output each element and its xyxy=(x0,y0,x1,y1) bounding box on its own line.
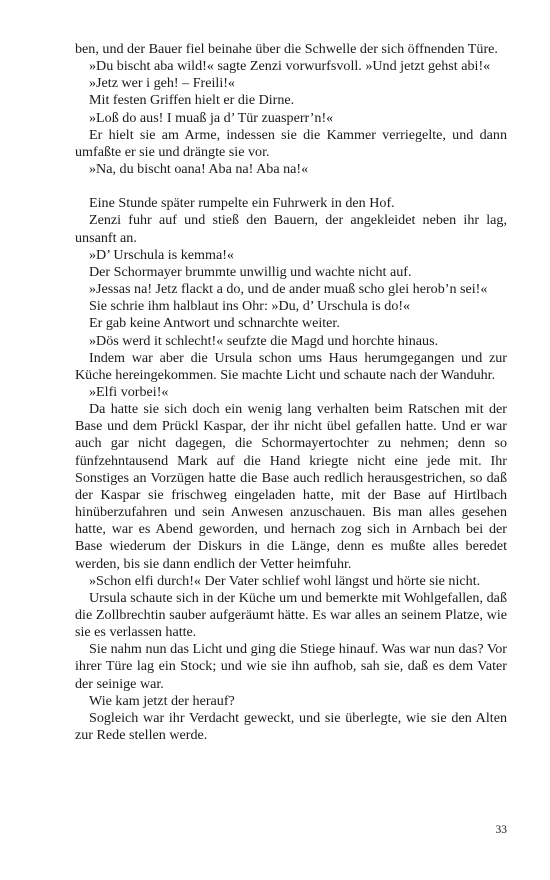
paragraph: Er hielt sie am Arme, indessen sie die Kammer verriegelte, und dann umfaßte er sie und drängte sie vor. xyxy=(75,126,507,160)
paragraph: ben, und der Bauer fiel beinahe über die Schwelle der sich öffnenden Türe. xyxy=(75,41,498,57)
paragraph: »Du bischt aba wild!« sagte Zenzi vorwurfsvoll. »Und jetzt gehst abi!« xyxy=(89,58,491,75)
paragraph: Sogleich war ihr Verdacht geweckt, und sie überlegte, wie sie den Alten zur Rede stellen werde. xyxy=(75,709,507,744)
paragraph: Da hatte sie sich doch ein wenig lang verhalten beim Ratschen mit der Base und dem Prückl Kaspar, der ihr nicht übel gefallen hatte. Und er war auch gar nicht dagegen, die Schormayertochter zu nehmen; denn so fünfzehntausend Mark auf die Hand kriegte nicht eine jede mit. Ihr Sonstiges an Vorzügen hatte die Base auch redlich herausgestrichen, so daß der Kaspar sie frischweg eingeladen hatte, mit der Base auf Hirtlbach hinüberzufahren und sein Anwesen anzuschauen. Bis man alles gesehen hatte, war es Abend geworden, und hernach zog sich in Arnbach bei der Base wiederum der Diskurs in die Länge, denn es mußte alles beredet werden, bis sie dann endlich der Vetter heimfuhr. xyxy=(75,401,507,572)
paragraph: Wie kam jetzt der herauf? xyxy=(89,692,235,709)
paragraph: »Jessas na! Jetz flackt a do, und de ander muaß scho glei herob’n sei!« xyxy=(89,281,488,298)
body-text xyxy=(75,41,507,744)
paragraph: Mit festen Griffen hielt er die Dirne. xyxy=(89,92,295,109)
paragraph: Der Schormayer brummte unwillig und wachte nicht auf. xyxy=(89,263,412,280)
paragraph: »Na, du bischt oana! Aba na! Aba na!« xyxy=(89,161,309,178)
paragraph: »Schon elfi durch!« Der Vater schlief wohl längst und hörte sie nicht. xyxy=(89,572,481,589)
paragraph: »Loß do aus! I muaß ja d’ Tür zuasperr’n!« xyxy=(89,109,334,126)
paragraph: Indem war aber die Ursula schon ums Haus herumgegangen und zur Küche hereingekommen. Sie machte Licht und schaute nach der Wanduhr. xyxy=(75,349,507,383)
paragraph: »Jetz wer i geh! – Freili!« xyxy=(89,75,235,92)
paragraph: Eine Stunde später rumpelte ein Fuhrwerk in den Hof. xyxy=(89,195,395,212)
paragraph: »D’ Urschula is kemma!« xyxy=(89,246,234,263)
paragraph: »Elfi vorbei!« xyxy=(89,383,169,400)
paragraph: Sie nahm nun das Licht und ging die Stiege hinauf. Was war nun das? Vor ihrer Türe lag ein Stock; und wie sie ihn aufhob, sah sie, daß es dem Vater der seinige war. xyxy=(75,641,507,692)
page-number: 33 xyxy=(495,824,507,836)
paragraph: Zenzi fuhr auf und stieß den Bauern, der angekleidet neben ihr lag, unsanft an. xyxy=(75,212,507,246)
paragraph: Sie schrie ihm halblaut ins Ohr: »Du, d’ Urschula is do!« xyxy=(89,298,411,315)
paragraph: Ursula schaute sich in der Küche um und bemerkte mit Wohlgefallen, daß die Zollbrechtin sauber aufgeräumt hätte. Es war alles an seinem Platze, wie sie es verlassen hatte. xyxy=(75,589,507,641)
paragraph: »Dös werd it schlecht!« seufzte die Magd und horchte hinaus. xyxy=(89,332,439,349)
paragraph: Er gab keine Antwort und schnarchte weiter. xyxy=(89,315,340,332)
